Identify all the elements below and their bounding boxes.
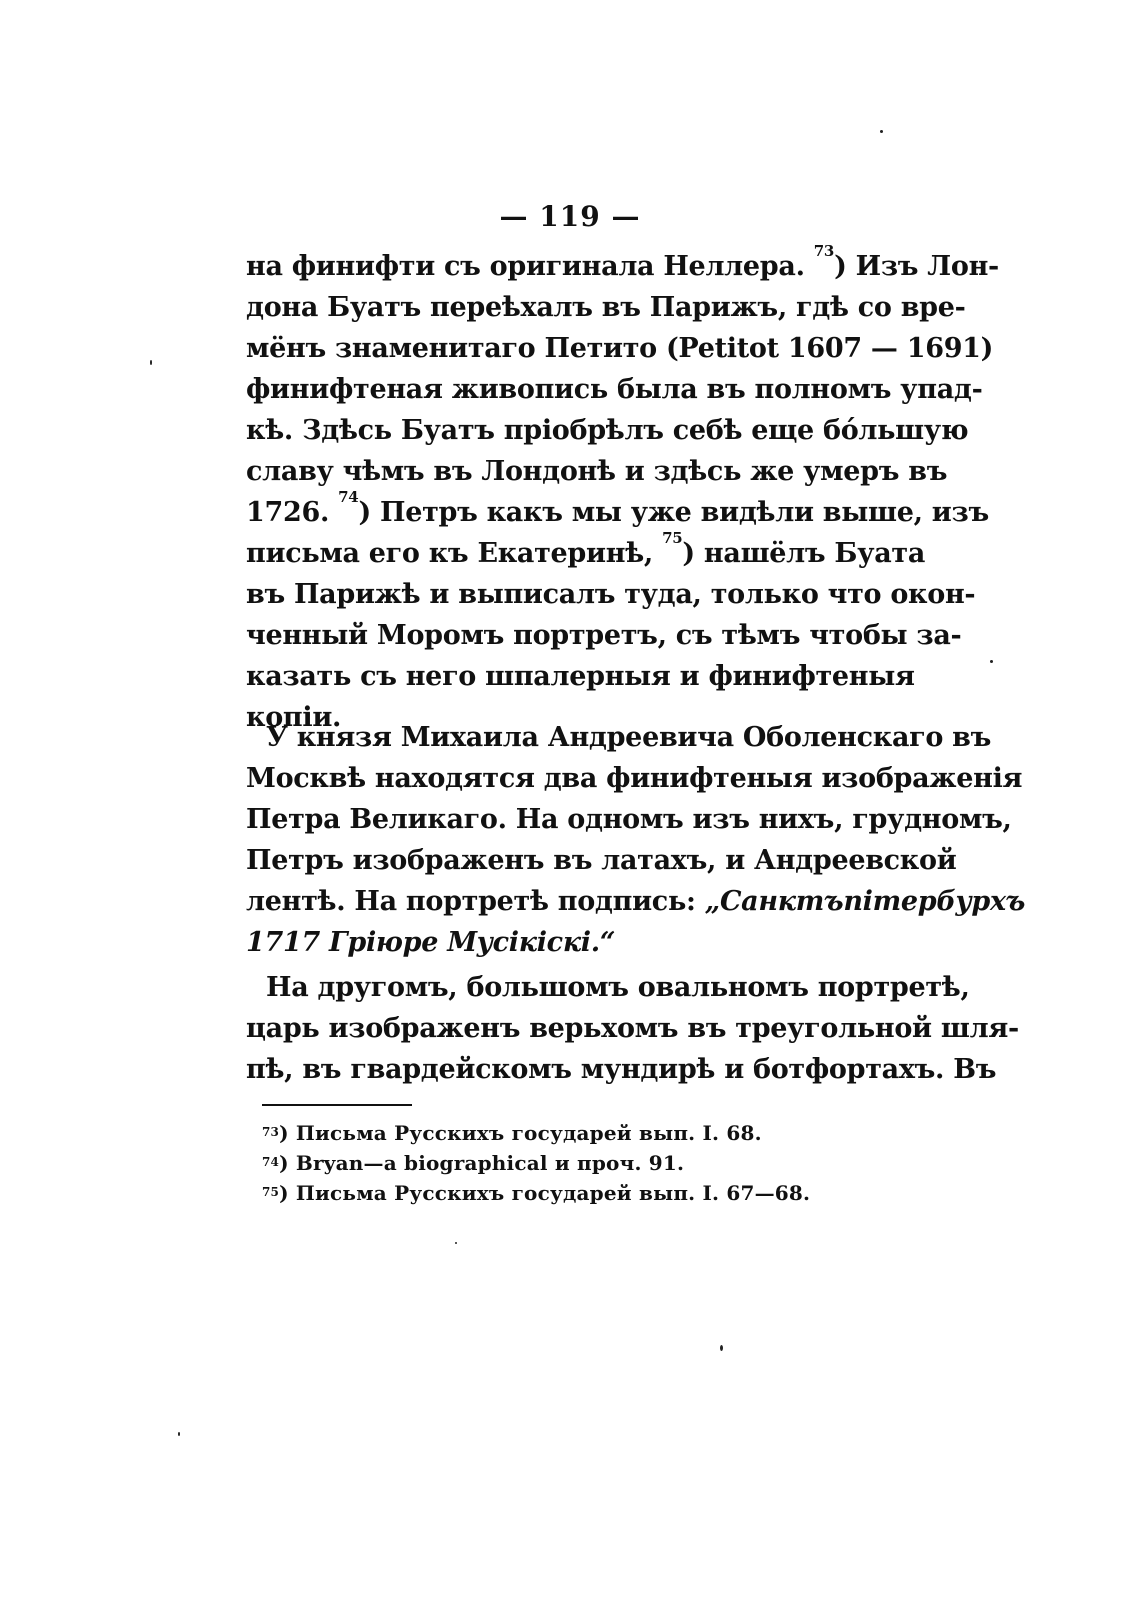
page-number: — 119 — <box>499 200 641 233</box>
text-line: У князя Михаила Андреевича Оболенскаго въ <box>266 722 992 753</box>
footnotes <box>262 1118 811 1208</box>
text-line: лентѣ. На портретѣ подпись: „Санктъпітербурхъ <box>246 886 1026 917</box>
scan-speck <box>178 1432 180 1436</box>
text-line: дона Буатъ переѣхалъ въ Парижъ, гдѣ со вре- <box>246 292 966 323</box>
footnote-75: $^{75}$) Письма Русскихъ государей вып. I. 67—68. <box>262 1181 811 1205</box>
text-line: Москвѣ находятся два финифтеныя изображенія <box>246 763 1023 794</box>
scan-speck <box>150 360 152 365</box>
inscription-text: „Санктъпітербурхъ <box>704 886 1026 917</box>
text-line: въ Парижѣ и выписалъ туда, только что окон- <box>246 579 976 610</box>
inscription-text: 1717 Гріюре Мусікіскі.“ <box>246 927 616 958</box>
footnote-mark: 75 <box>262 1185 280 1199</box>
footnote-mark: 74 <box>262 1155 280 1169</box>
text-line: пѣ, въ гвардейскомъ мундирѣ и ботфортахъ. Въ <box>246 1054 997 1085</box>
text-line: на финифти съ оригинала Неллера. $^{73}$) Изъ Лон- <box>246 242 999 282</box>
text-line <box>246 922 842 963</box>
text-line: Петра Великаго. На одномъ изъ нихъ, грудномъ, <box>246 804 1012 835</box>
footnote-ref-74[interactable]: 74 <box>338 488 359 506</box>
text-line: славу чѣмъ въ Лондонѣ и здѣсь же умеръ въ <box>246 456 948 487</box>
scan-speck <box>880 130 883 133</box>
text-line: копіи. <box>246 702 342 733</box>
text-line: Петръ изображенъ въ латахъ, и Андреевской <box>246 845 957 876</box>
footnote-73: $^{73}$) Письма Русскихъ государей вып. I. 68. <box>262 1121 762 1145</box>
text-line: казать съ него шпалерныя и финифтеныя <box>246 661 915 692</box>
footnote-divider <box>262 1104 412 1106</box>
footnote-mark: 73 <box>262 1125 280 1139</box>
footnote-ref-75[interactable]: 75 <box>662 529 683 547</box>
text-line: кѣ. Здѣсь Буатъ пріобрѣлъ себѣ еще бо́льшую <box>246 415 969 446</box>
text-line: 1726. $^{74}$) Петръ какъ мы уже видѣли выше, изъ <box>246 488 989 528</box>
text-line: царь изображенъ верьхомъ въ треугольной шля- <box>246 1013 1019 1044</box>
scan-speck <box>990 660 993 663</box>
text-line: ченный Моромъ портретъ, съ тѣмъ чтобы за- <box>246 620 962 651</box>
scan-speck <box>720 1345 723 1351</box>
text-line: На другомъ, большомъ овальномъ портретѣ, <box>266 972 970 1003</box>
footnote-ref-73[interactable]: 73 <box>813 242 835 260</box>
paragraph-3 <box>246 967 1019 1090</box>
scan-speck <box>455 1242 457 1244</box>
text-line: финифтеная живопись была въ полномъ упад- <box>246 374 983 405</box>
footnote-74: $^{74}$) Bryan—a biographical и проч. 91. <box>262 1151 685 1175</box>
text-line: мёнъ знаменитаго Петито (Petitot 1607 — 1691) <box>246 333 994 364</box>
text-line: письма его къ Екатеринѣ, $^{75}$) нашёлъ Буата <box>246 529 926 569</box>
paragraph-2 <box>246 717 1026 963</box>
